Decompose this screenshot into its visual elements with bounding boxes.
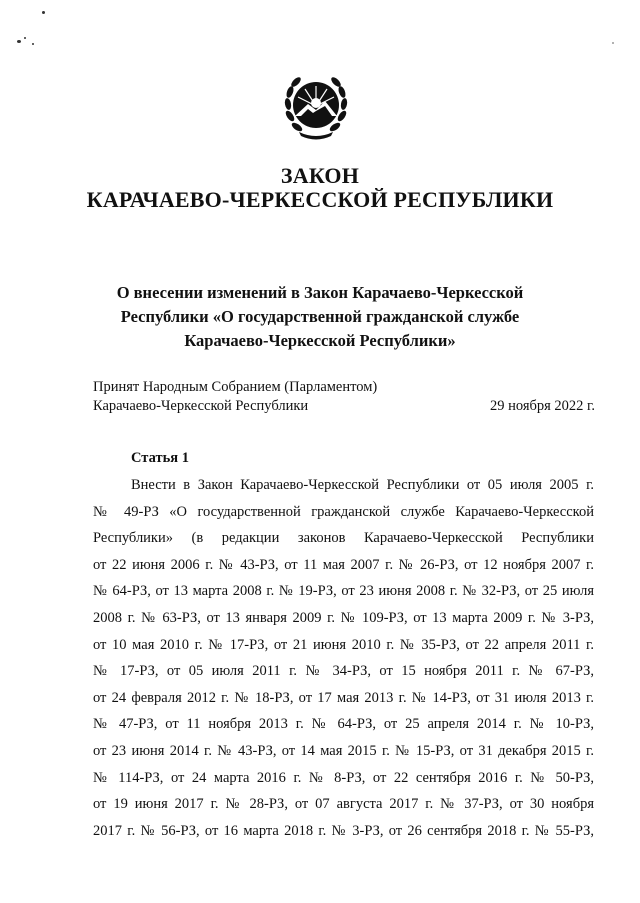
body-line: № 17-РЗ, от 05 июля 2011 г. № 34-РЗ, от 15 ноября 2011 г. № 67-РЗ,	[93, 663, 594, 680]
body-line: от 23 июня 2014 г. № 43-РЗ, от 14 мая 2015 г. № 15-РЗ, от 31 декабря 2015 г.	[93, 742, 594, 759]
body-line: № 114-РЗ, от 24 марта 2016 г. № 8-РЗ, от 22 сентября 2016 г. № 50-РЗ,	[93, 769, 594, 786]
body-line: от 10 мая 2010 г. № 17-РЗ, от 21 июня 2010 г. № 35-РЗ, от 22 апреля 2011 г.	[93, 636, 594, 653]
adoption-date: 29 ноября 2022 г.	[489, 398, 595, 414]
article-heading: Статья 1	[131, 450, 189, 466]
body-line: № 49-РЗ «О государственной гражданской службе Карачаево-Черкесской	[93, 503, 594, 520]
body-line: № 64-РЗ, от 13 марта 2008 г. № 19-РЗ, от 23 июня 2008 г. № 32-РЗ, от 25 июля	[93, 583, 594, 600]
body-line: 2008 г. № 63-РЗ, от 13 января 2009 г. № 109-РЗ, от 13 марта 2009 г. № 3-РЗ,	[93, 609, 594, 626]
scan-speck	[612, 42, 614, 44]
body-line: от 22 июня 2006 г. № 43-РЗ, от 11 мая 2007 г. № 26-РЗ, от 12 ноября 2007 г.	[93, 556, 594, 573]
article-body	[93, 472, 594, 844]
document-title-republic: КАРАЧАЕВО-ЧЕРКЕССКОЙ РЕСПУБЛИКИ	[86, 187, 554, 212]
body-line: 2017 г. № 56-РЗ, от 16 марта 2018 г. № 3-РЗ, от 26 сентября 2018 г. № 55-РЗ,	[93, 822, 594, 839]
body-line: от 19 июня 2017 г. № 28-РЗ, от 07 августа 2017 г. № 37-РЗ, от 30 ноября	[93, 796, 594, 813]
scan-speck	[32, 43, 34, 45]
adoption-statement	[93, 378, 377, 416]
body-line: Внести в Закон Карачаево-Черкесской Республики от 05 июля 2005 г.	[131, 477, 594, 493]
subject-line: Карачаево-Черкесской Республики»	[184, 331, 456, 350]
subject-line: Республики «О государственной гражданской службе	[120, 307, 520, 326]
document-title: ЗАКОН	[280, 163, 360, 188]
scan-speck	[24, 37, 26, 39]
body-line: № 47-РЗ, от 11 ноября 2013 г. № 64-РЗ, от 25 апреля 2014 г. № 10-РЗ,	[93, 716, 594, 733]
adoption-line: Карачаево-Черкесской Республики	[93, 398, 309, 414]
scan-speck	[42, 11, 45, 14]
body-line: Республики» (в редакции законов Карачаево-Черкесской Республики	[93, 530, 594, 547]
adoption-line: Принят Народным Собранием (Парламентом)	[93, 379, 378, 395]
coat-of-arms-emblem	[279, 70, 353, 142]
law-subject-heading	[90, 281, 550, 353]
scan-speck	[17, 40, 21, 43]
subject-line: О внесении изменений в Закон Карачаево-Черкесской	[116, 283, 524, 302]
body-line: от 24 февраля 2012 г. № 18-РЗ, от 17 мая 2013 г. № 14-РЗ, от 31 июля 2013 г.	[93, 689, 594, 706]
